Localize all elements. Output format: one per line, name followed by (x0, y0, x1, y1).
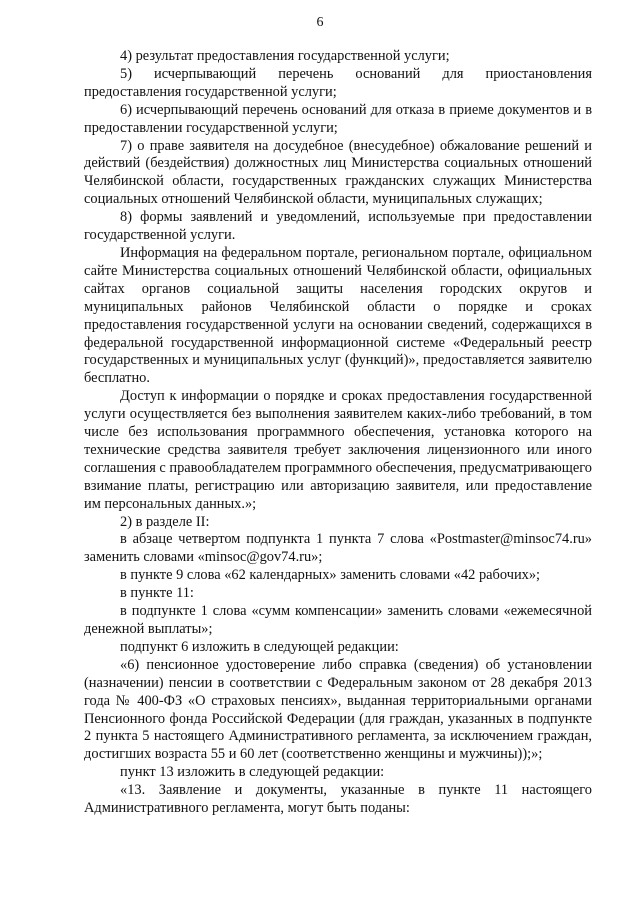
paragraph-subpoint-1: в подпункте 1 слова «сумм компенсации» заменить словами «ежемесячной денежной выплаты»; (84, 603, 592, 637)
paragraph-item-4: 4) результат предоставления государственной услуги; (120, 48, 450, 64)
paragraph-item-8: 8) формы заявлений и уведомлений, используемые при предоставлении государственной услуги. (84, 209, 592, 244)
page-number: 6 (316, 15, 324, 30)
paragraph-section-2: 2) в разделе II: (120, 513, 210, 530)
paragraph-point-9: в пункте 9 слова «62 календарных» заменить словами «42 рабочих»; (120, 567, 541, 584)
paragraph-point-13-intro: пункт 13 изложить в следующей редакции: (120, 764, 385, 781)
paragraph-access: Доступ к информации о порядке и сроках предоставления государственной услуги осуществляется без выполнения заявителем каких-либо требований, в том числе без использования программного обеспечения, установка которого на технические средства заявителя требует заключения лицензионного или иного соглашения с правообладателем программного обеспечения, предусматривающего взимание платы, регистрацию или авторизацию заявителя, или предоставление им персональных данных.»; (84, 388, 592, 512)
document-body (84, 48, 592, 818)
paragraph-item-5: 5) исчерпывающий перечень оснований для приостановления предоставления государственной услуги; (84, 65, 592, 100)
paragraph-subpoint-6-text: «6) пенсионное удостоверение либо справка (сведения) об установлении (назначении) пенсии в соответствии с Федеральным законом от 28 декабря 2013 года № 400-ФЗ «О страховых пенсиях», выданная территориальными органами Пенсионного фонда Российской Федерации (для граждан, указанных в подпункте 2 пункта 5 настоящего Административного регламента, за исключением граждан, достигших возраста 55 и 60 лет (соответственно женщины и мужчины));»; (84, 656, 592, 763)
paragraph-point-7: в абзаце четвертом подпункта 1 пункта 7 слова «Postmaster@minsoc74.ru» заменить словами «minsoc@gov74.ru»; (84, 531, 592, 566)
paragraph-item-6: 6) исчерпывающий перечень оснований для отказа в приеме документов и в предоставлении государственной услуги; (84, 101, 592, 136)
paragraph-information: Информация на федеральном портале, региональном портале, официальном сайте Министерства социальных отношений Челябинской области, официальных сайтах органов социальной защиты населения городских округов и муниципальных районов Челябинской области о порядке и сроках предоставления государственной услуги на основании сведений, содержащихся в федеральной государственной информационной системе «Федеральный реестр государственных и муниципальных услуг (функций)», предоставляется заявителю бесплатно. (84, 244, 592, 387)
paragraph-point-13-text: «13. Заявление и документы, указанные в пункте 11 настоящего Административного регламента, могут быть поданы: (84, 782, 592, 817)
paragraph-subpoint-6-intro: подпункт 6 изложить в следующей редакции: (120, 638, 399, 655)
paragraph-item-7: 7) о праве заявителя на досудебное (внесудебное) обжалование решений и действий (бездействия) должностных лиц Министерства социальных отношений Челябинской области, государственных гражданских служащих Министерства социальных отношений Челябинской области, муниципальных служащих; (84, 137, 592, 208)
paragraph-point-11: в пункте 11: (120, 585, 194, 602)
